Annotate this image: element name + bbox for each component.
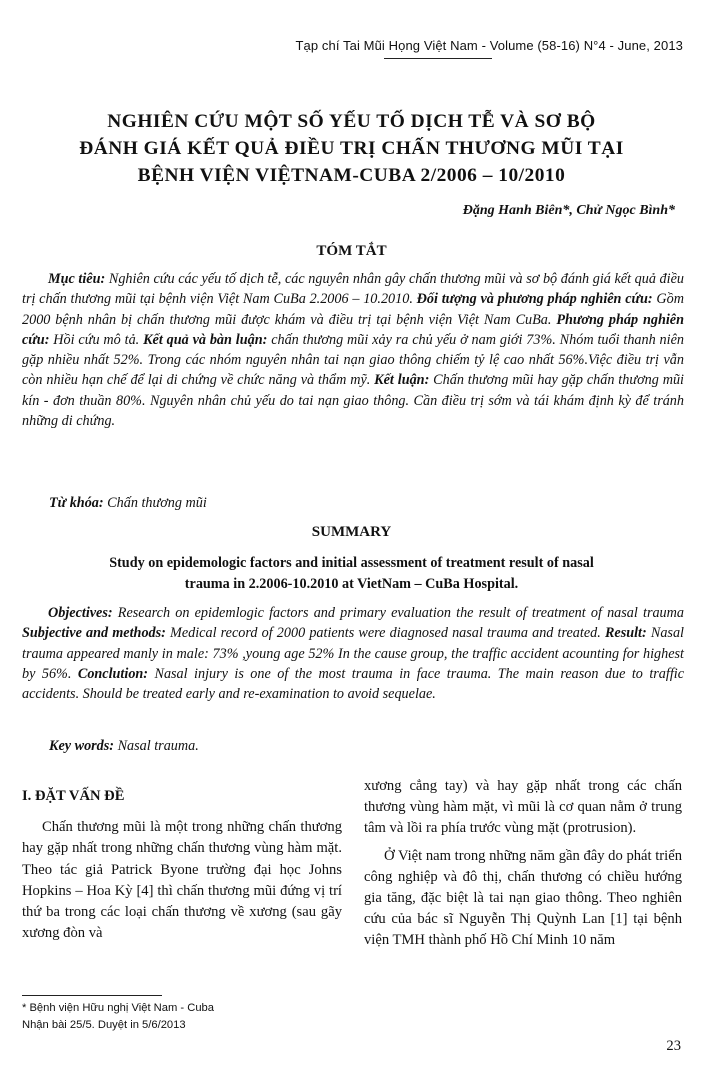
header-rule: [384, 58, 492, 59]
ketluan-text: Chấn thương mũi hay gặp chấn thương mũi kín - đơn thuần 80%. Nguyên nhân chủ yếu do tai nạn giao thông. Cần điều trị sớm và tái khám định kỳ để tránh những di chứng.: [22, 372, 684, 430]
phuongphap-text: Hồi cứu mô tả.: [49, 331, 144, 348]
tukhoa-line: [49, 495, 207, 512]
right-column: [364, 776, 682, 952]
phuongphap-label: Phương pháp nghiên cứu:: [22, 311, 684, 348]
intro-left-paragraph: Chấn thương mũi là một trong những chấn thương hay gặp nhất trong những chấn thương vùng hàm mặt. Theo tác giả Patrick Byone trường đại học Johns Hopkins – Hoa Kỳ [4] thì chấn thương mũi đứng vị trí thứ ba trong các loại chấn thương về xương (sau gãy xương đòn và: [22, 819, 342, 942]
subjective-label: Subjective and methods:: [22, 625, 166, 642]
intro-right-paragraph-1: xương cẳng tay) và hay gặp nhất trong các chấn thương vùng hàm mặt, vì mũi là cơ quan nằm ở trung tâm và lồi ra phía trước vùng mặt (protrusion).: [364, 778, 682, 837]
summary-title-line-2: trauma in 2.2006-10.2010 at VietNam – CuBa Hospital.: [184, 576, 519, 592]
article-title: [40, 108, 663, 189]
muctieu-text: Nghiên cứu các yếu tố dịch tễ, các nguyên nhân gây chấn thương mũi và sơ bộ đánh giá kết quả điều trị chấn thương mũi tại bệnh viện Việt Nam CuBa 2.2006 – 10.2010.: [22, 271, 684, 308]
tomtat-heading: TÓM TẮT: [316, 243, 387, 259]
ketqua-text: chấn thương mũi xảy ra chủ yếu ở nam giới 73%. Nhóm tuổi thanh niên gặp nhiều nhất 52%. Trong các nhóm nguyên nhân tai nạn giao thông chiếm tỷ lệ cao nhất 56%.Việc điều trị vẫn còn nhiều hạn chế để lại di chứng về chức năng và thẩm mỹ.: [22, 331, 684, 389]
tukhoa-text: Chấn thương mũi: [103, 495, 207, 511]
keywords-label: Key words:: [49, 738, 115, 754]
result-label: Result:: [604, 625, 647, 642]
page-number: 23: [666, 1038, 681, 1054]
authors: Đặng Hanh Biên*, Chử Ngọc Bình*: [462, 203, 675, 218]
footnote: [22, 1000, 342, 1034]
title-line-3: BỆNH VIỆN VIỆTNAM-CUBA 2/2006 – 10/2010: [137, 165, 566, 186]
footnote-rule: [22, 995, 162, 996]
title-line-1: NGHIÊN CỨU MỘT SỐ YẾU TỐ DỊCH TỄ VÀ SƠ BỘ: [107, 111, 596, 132]
left-column: [22, 786, 342, 944]
intro-right-paragraph-2: Ở Việt nam trong những năm gần đây do phát triển công nghiệp và đô thị, chấn thương có chiều hướng gia tăng, đặc biệt là tai nạn giao thông. Theo nghiên cứu của bác sĩ Nguyễn Thị Quỳnh Lan [1] tại bệnh viện TMH thành phố Hồ Chí Minh 10 năm: [364, 847, 682, 949]
conclution-text: Nasal injury is one of the most trauma in face trauma. The main reason due to traffic accidents. Should be treated early and re-examination to avoid sequelae.: [22, 665, 684, 703]
doituong-label: Đối tượng và phương pháp nghiên cứu:: [416, 291, 653, 308]
tomtat-abstract: [22, 269, 684, 431]
footnote-affiliation: * Bệnh viện Hữu nghị Việt Nam - Cuba: [22, 1002, 214, 1014]
ketluan-label: Kết luận:: [374, 372, 430, 389]
subjective-text: Medical record of 2000 patients were diagnosed nasal trauma and treated.: [165, 625, 605, 642]
summary-heading: SUMMARY: [311, 524, 392, 540]
doituong-text: Gồm 2000 bệnh nhân bị chấn thương mũi được khám và điều trị tại bệnh viện Việt Nam CuBa.: [22, 291, 684, 328]
muctieu-label: Mục tiêu:: [48, 271, 106, 287]
result-text: Nasal trauma appeared manly in male: 73% ,young age 52% In the cause group, the traffic accident acounting for highest by 56%.: [22, 625, 684, 682]
footnote-dates: Nhận bài 25/5. Duyệt in 5/6/2013: [22, 1019, 186, 1031]
conclution-label: Conclution:: [77, 665, 149, 682]
summary-title-line-1: Study on epidemologic factors and initial assessment of treatment result of nasal: [109, 555, 594, 571]
ketqua-label: Kết quả và bàn luận:: [143, 331, 268, 348]
title-line-2: ĐÁNH GIÁ KẾT QUẢ ĐIỀU TRỊ CHẤN THƯƠNG MŨI TẠI: [79, 138, 624, 159]
tukhoa-label: Từ khóa:: [49, 495, 104, 511]
objectives-label: Objectives:: [48, 605, 113, 621]
summary-abstract: [22, 603, 684, 704]
running-header: Tạp chí Tai Mũi Họng Việt Nam - Volume (58-16) N°4 - June, 2013: [295, 38, 683, 53]
keywords-text: Nasal trauma.: [114, 738, 199, 754]
objectives-text: Research on epidemlogic factors and primary evaluation the result of treatment of nasal trauma: [112, 605, 684, 621]
summary-title: [30, 553, 673, 595]
intro-heading: I. ĐẶT VẤN ĐỀ: [22, 788, 125, 804]
keywords-line: [49, 738, 199, 755]
